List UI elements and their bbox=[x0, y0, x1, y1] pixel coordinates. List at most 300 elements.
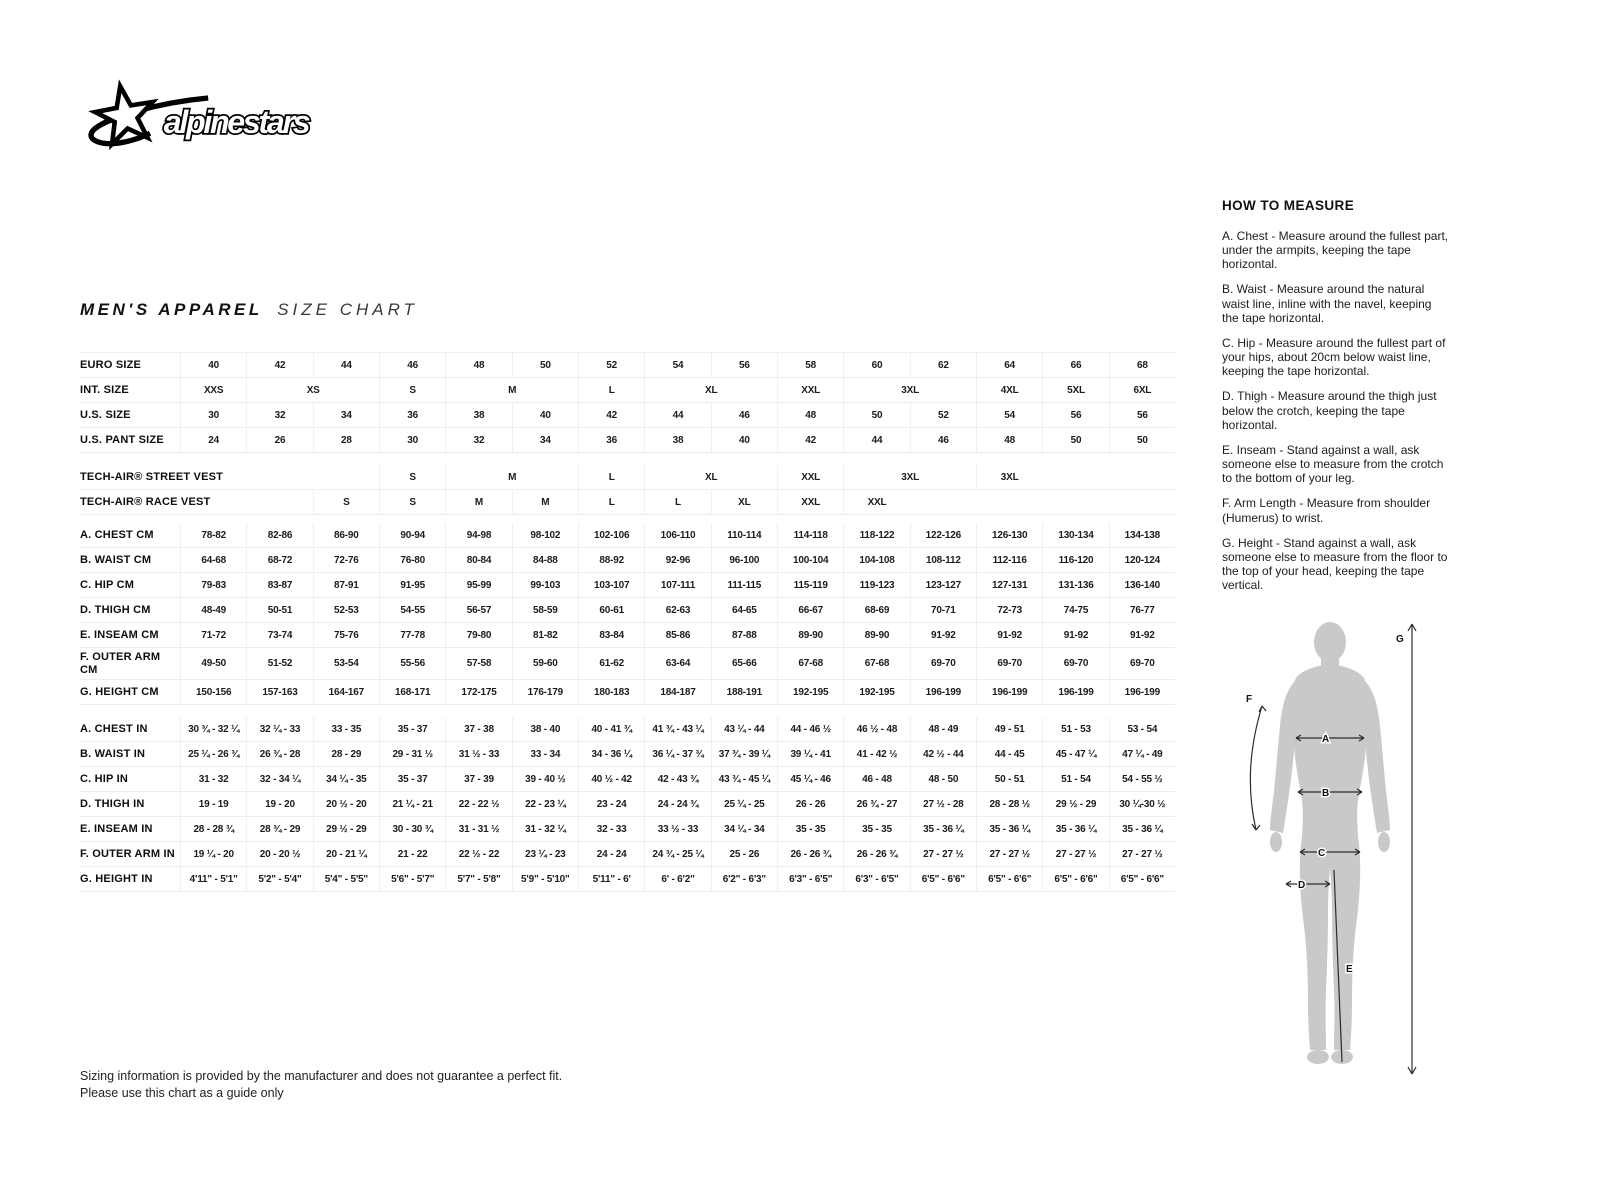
size-cell: 46 bbox=[711, 403, 777, 427]
size-cell: 34 bbox=[313, 403, 379, 427]
size-cell: 71-72 bbox=[180, 623, 246, 647]
size-cell: 119-123 bbox=[843, 573, 909, 597]
size-cell: XS bbox=[246, 378, 379, 402]
size-cell: 40 ½ - 42 bbox=[578, 767, 644, 791]
table-spacer bbox=[80, 515, 1175, 523]
size-cell: 27 - 27 ½ bbox=[1109, 842, 1175, 866]
size-cell: 19 ¼ - 20 bbox=[180, 842, 246, 866]
size-cell: 192-195 bbox=[843, 680, 909, 704]
size-cell: 50 bbox=[1109, 428, 1175, 452]
size-cell: 53-54 bbox=[313, 648, 379, 679]
size-cell: 42 - 43 ¾ bbox=[644, 767, 710, 791]
table-row bbox=[80, 403, 1175, 428]
table-row bbox=[80, 867, 1175, 892]
size-cell: 23 ¼ - 23 bbox=[512, 842, 578, 866]
table-row bbox=[80, 717, 1175, 742]
row-label: A. CHEST IN bbox=[80, 722, 148, 735]
size-cell: 127-131 bbox=[976, 573, 1042, 597]
size-cell: 57-58 bbox=[445, 648, 511, 679]
arm-length-line bbox=[1250, 706, 1266, 830]
row-label: INT. SIZE bbox=[80, 383, 129, 396]
size-cell: 37 - 38 bbox=[445, 717, 511, 741]
figure-label-d: D bbox=[1298, 880, 1306, 891]
size-cell: 168-171 bbox=[379, 680, 445, 704]
disclaimer-line-1: Sizing information is provided by the manufacturer and does not guarantee a perfect fit. bbox=[80, 1069, 563, 1083]
size-cell: 34 - 36 ¼ bbox=[578, 742, 644, 766]
table-row bbox=[80, 767, 1175, 792]
measure-instruction-waist: B. Waist - Measure around the natural waist line, inline with the navel, keeping the tape horizontal. bbox=[1222, 282, 1432, 325]
size-cell: 40 - 41 ¾ bbox=[578, 717, 644, 741]
size-cell: M bbox=[445, 465, 578, 489]
size-cell: 34 ¼ - 34 bbox=[711, 817, 777, 841]
size-cell: 35 - 37 bbox=[379, 767, 445, 791]
size-cell: XL bbox=[644, 378, 777, 402]
size-cell: 29 ½ - 29 bbox=[313, 817, 379, 841]
size-cell: 62 bbox=[910, 353, 976, 377]
figure-label-g: G bbox=[1396, 634, 1404, 645]
row-label: TECH-AIR® RACE VEST bbox=[80, 495, 211, 508]
size-cell: 49 - 51 bbox=[976, 717, 1042, 741]
row-label: D. THIGH IN bbox=[80, 797, 145, 810]
size-cell: 134-138 bbox=[1109, 523, 1175, 547]
page-title bbox=[80, 300, 418, 320]
size-cell: 56-57 bbox=[445, 598, 511, 622]
size-cell: 22 ½ - 22 bbox=[445, 842, 511, 866]
size-cell: 82-86 bbox=[246, 523, 312, 547]
logo-star-icon bbox=[95, 86, 152, 144]
size-cell: 5XL bbox=[1042, 378, 1108, 402]
size-cell: 69-70 bbox=[1109, 648, 1175, 679]
size-cell: 58 bbox=[777, 353, 843, 377]
size-cell: 6'5" - 6'6" bbox=[976, 867, 1042, 891]
size-cell: 83-84 bbox=[578, 623, 644, 647]
table-row bbox=[80, 523, 1175, 548]
size-cell: 54-55 bbox=[379, 598, 445, 622]
size-cell: 38 bbox=[445, 403, 511, 427]
size-cell: 91-92 bbox=[976, 623, 1042, 647]
size-cell: 196-199 bbox=[910, 680, 976, 704]
size-cell: 21 ¼ - 21 bbox=[379, 792, 445, 816]
figure-label-e: E bbox=[1346, 964, 1353, 975]
size-cell: 28 - 28 ¾ bbox=[180, 817, 246, 841]
size-cell: 79-83 bbox=[180, 573, 246, 597]
size-cell: 23 - 24 bbox=[578, 792, 644, 816]
size-cell: 43 ¾ - 45 ¼ bbox=[711, 767, 777, 791]
size-cell: 28 - 29 bbox=[313, 742, 379, 766]
size-cell: 41 ¾ - 43 ¼ bbox=[644, 717, 710, 741]
size-cell: 56 bbox=[1042, 403, 1108, 427]
size-cell: 60 bbox=[843, 353, 909, 377]
size-cell: 110-114 bbox=[711, 523, 777, 547]
size-cell: 32 - 33 bbox=[578, 817, 644, 841]
size-cell: 52-53 bbox=[313, 598, 379, 622]
size-cell: XXL bbox=[777, 465, 843, 489]
size-cell: L bbox=[578, 378, 644, 402]
size-cell: S bbox=[379, 490, 445, 514]
size-cell bbox=[1042, 465, 1175, 489]
size-cell: 59-60 bbox=[512, 648, 578, 679]
brand-logo bbox=[78, 70, 346, 162]
size-cell: 26 ¾ - 27 bbox=[843, 792, 909, 816]
size-cell: 48 bbox=[976, 428, 1042, 452]
size-cell: 95-99 bbox=[445, 573, 511, 597]
size-cell: 20 - 20 ½ bbox=[246, 842, 312, 866]
size-cell: 91-92 bbox=[1042, 623, 1108, 647]
row-label: E. INSEAM CM bbox=[80, 628, 159, 641]
size-cell: 5'11" - 6' bbox=[578, 867, 644, 891]
size-cell: 36 bbox=[379, 403, 445, 427]
size-cell: 164-167 bbox=[313, 680, 379, 704]
size-cell: 44 bbox=[843, 428, 909, 452]
size-cell: 6'5" - 6'6" bbox=[1042, 867, 1108, 891]
size-cell: 69-70 bbox=[910, 648, 976, 679]
size-cell: 5'2" - 5'4" bbox=[246, 867, 312, 891]
size-cell: 26 ¾ - 28 bbox=[246, 742, 312, 766]
figure-label-c: C bbox=[1318, 848, 1326, 859]
size-cell: 112-116 bbox=[976, 548, 1042, 572]
size-cell: 87-91 bbox=[313, 573, 379, 597]
size-cell: 79-80 bbox=[445, 623, 511, 647]
title-main: MEN'S APPAREL bbox=[80, 300, 263, 319]
size-cell: 50 bbox=[512, 353, 578, 377]
size-cell: 108-112 bbox=[910, 548, 976, 572]
size-cell: XL bbox=[644, 465, 777, 489]
title-sub: SIZE CHART bbox=[277, 300, 418, 319]
size-cell: 36 ¼ - 37 ¾ bbox=[644, 742, 710, 766]
size-cell: 46 ½ - 48 bbox=[843, 717, 909, 741]
size-cell: 72-73 bbox=[976, 598, 1042, 622]
table-row bbox=[80, 817, 1175, 842]
row-label: B. WAIST IN bbox=[80, 747, 146, 760]
size-cell: XXL bbox=[777, 490, 843, 514]
size-cell: 34 ¼ - 35 bbox=[313, 767, 379, 791]
row-label: TECH-AIR® STREET VEST bbox=[80, 470, 224, 483]
size-cell: M bbox=[445, 378, 578, 402]
row-label: U.S. PANT SIZE bbox=[80, 433, 164, 446]
body-figure bbox=[1238, 616, 1453, 1089]
size-cell: 91-92 bbox=[910, 623, 976, 647]
size-cell: 24 - 24 ¾ bbox=[644, 792, 710, 816]
size-cell: 40 bbox=[512, 403, 578, 427]
size-cell: 87-88 bbox=[711, 623, 777, 647]
size-cell: 35 - 36 ¼ bbox=[976, 817, 1042, 841]
size-cell: 42 ½ - 44 bbox=[910, 742, 976, 766]
size-cell: 54 bbox=[644, 353, 710, 377]
size-cell: 89-90 bbox=[777, 623, 843, 647]
table-row bbox=[80, 680, 1175, 705]
size-cell: 60-61 bbox=[578, 598, 644, 622]
size-cell: 64-65 bbox=[711, 598, 777, 622]
measure-instruction-inseam: E. Inseam - Stand against a wall, ask someone else to measure from the crotch to the bottom of your leg. bbox=[1222, 442, 1444, 486]
size-cell: 6XL bbox=[1109, 378, 1175, 402]
size-cell: 88-92 bbox=[578, 548, 644, 572]
size-cell: 184-187 bbox=[644, 680, 710, 704]
size-cell: 19 - 20 bbox=[246, 792, 312, 816]
size-cell: 102-106 bbox=[578, 523, 644, 547]
size-cell: 41 - 42 ½ bbox=[843, 742, 909, 766]
size-cell: 27 - 27 ½ bbox=[976, 842, 1042, 866]
size-cell: 35 - 35 bbox=[777, 817, 843, 841]
size-cell: 31 - 31 ½ bbox=[445, 817, 511, 841]
size-cell: 99-103 bbox=[512, 573, 578, 597]
size-cell: 150-156 bbox=[180, 680, 246, 704]
size-cell: 64 bbox=[976, 353, 1042, 377]
size-cell: 35 - 36 ¼ bbox=[1109, 817, 1175, 841]
size-cell: 27 - 27 ½ bbox=[1042, 842, 1108, 866]
size-cell: 21 - 22 bbox=[379, 842, 445, 866]
size-cell: 30 bbox=[180, 403, 246, 427]
size-cell: 6'5" - 6'6" bbox=[910, 867, 976, 891]
size-cell bbox=[910, 490, 1175, 514]
size-cell: 56 bbox=[1109, 403, 1175, 427]
row-label: D. THIGH CM bbox=[80, 603, 151, 616]
row-label: B. WAIST CM bbox=[80, 553, 152, 566]
size-cell: 107-111 bbox=[644, 573, 710, 597]
size-cell: 6' - 6'2" bbox=[644, 867, 710, 891]
measure-instruction-hip: C. Hip - Measure around the fullest part of your hips, about 20cm below waist line, keeping the tape horizontal. bbox=[1222, 335, 1446, 379]
size-cell: 131-136 bbox=[1042, 573, 1108, 597]
size-cell: 45 ¼ - 46 bbox=[777, 767, 843, 791]
size-cell: 80-84 bbox=[445, 548, 511, 572]
size-cell: 91-95 bbox=[379, 573, 445, 597]
size-cell: 35 - 37 bbox=[379, 717, 445, 741]
size-cell: 75-76 bbox=[313, 623, 379, 647]
size-cell: 52 bbox=[910, 403, 976, 427]
size-cell: 32 - 34 ¼ bbox=[246, 767, 312, 791]
size-cell: 196-199 bbox=[1109, 680, 1175, 704]
size-cell: 44 bbox=[644, 403, 710, 427]
size-cell: 130-134 bbox=[1042, 523, 1108, 547]
row-label: E. INSEAM IN bbox=[80, 822, 153, 835]
size-cell: 36 bbox=[578, 428, 644, 452]
row-label: F. OUTER ARM IN bbox=[80, 847, 175, 860]
size-cell: 24 - 24 bbox=[578, 842, 644, 866]
size-cell: 66 bbox=[1042, 353, 1108, 377]
size-cell: 39 - 40 ½ bbox=[512, 767, 578, 791]
size-cell: 81-82 bbox=[512, 623, 578, 647]
size-cell: 56 bbox=[711, 353, 777, 377]
size-cell: XL bbox=[711, 490, 777, 514]
size-cell: 84-88 bbox=[512, 548, 578, 572]
size-cell: 50 bbox=[1042, 428, 1108, 452]
size-cell: 51-52 bbox=[246, 648, 312, 679]
size-cell: 53 - 54 bbox=[1109, 717, 1175, 741]
size-cell: S bbox=[379, 465, 445, 489]
size-cell: 46 - 48 bbox=[843, 767, 909, 791]
size-cell: 25 ¼ - 26 ¾ bbox=[180, 742, 246, 766]
size-cell: 51 - 54 bbox=[1042, 767, 1108, 791]
table-row bbox=[80, 842, 1175, 867]
size-cell: 63-64 bbox=[644, 648, 710, 679]
size-cell: 42 bbox=[246, 353, 312, 377]
size-cell: 61-62 bbox=[578, 648, 644, 679]
size-cell: 62-63 bbox=[644, 598, 710, 622]
size-cell: 24 ¾ - 25 ¼ bbox=[644, 842, 710, 866]
size-cell: 6'5" - 6'6" bbox=[1109, 867, 1175, 891]
size-cell: 89-90 bbox=[843, 623, 909, 647]
size-cell: 48 bbox=[777, 403, 843, 427]
table-row bbox=[80, 465, 1175, 490]
size-cell: 70-71 bbox=[910, 598, 976, 622]
size-cell: 5'7" - 5'8" bbox=[445, 867, 511, 891]
size-cell: 98-102 bbox=[512, 523, 578, 547]
measure-instruction-thigh: D. Thigh - Measure around the thigh just below the crotch, keeping the tape horizontal. bbox=[1222, 389, 1437, 432]
size-cell: 116-120 bbox=[1042, 548, 1108, 572]
size-cell: 32 bbox=[246, 403, 312, 427]
size-cell: 24 bbox=[180, 428, 246, 452]
size-cell: 72-76 bbox=[313, 548, 379, 572]
size-cell: 157-163 bbox=[246, 680, 312, 704]
table-row bbox=[80, 742, 1175, 767]
size-cell: S bbox=[313, 490, 379, 514]
size-cell: 5'4" - 5'5" bbox=[313, 867, 379, 891]
size-cell: 46 bbox=[910, 428, 976, 452]
size-cell: 26 bbox=[246, 428, 312, 452]
size-cell: 22 - 23 ¼ bbox=[512, 792, 578, 816]
size-cell: 100-104 bbox=[777, 548, 843, 572]
size-cell: 29 - 31 ½ bbox=[379, 742, 445, 766]
size-cell: 42 bbox=[777, 428, 843, 452]
size-cell: 49-50 bbox=[180, 648, 246, 679]
table-row bbox=[80, 428, 1175, 453]
size-cell: 48-49 bbox=[180, 598, 246, 622]
size-cell: 20 ½ - 20 bbox=[313, 792, 379, 816]
table-spacer bbox=[80, 453, 1175, 465]
figure-label-f: F bbox=[1246, 694, 1253, 705]
size-cell: 188-191 bbox=[711, 680, 777, 704]
size-cell: 3XL bbox=[843, 378, 976, 402]
size-cell: 26 - 26 ¾ bbox=[843, 842, 909, 866]
size-cell: 37 ¾ - 39 ¼ bbox=[711, 742, 777, 766]
figure-label-a: A bbox=[1322, 734, 1330, 745]
size-cell: 86-90 bbox=[313, 523, 379, 547]
size-cell: 55-56 bbox=[379, 648, 445, 679]
size-cell: 35 - 36 ¼ bbox=[1042, 817, 1108, 841]
size-cell: XXL bbox=[777, 378, 843, 402]
size-cell: 20 - 21 ¼ bbox=[313, 842, 379, 866]
size-cell: 33 ½ - 33 bbox=[644, 817, 710, 841]
size-cell: 32 bbox=[445, 428, 511, 452]
size-cell: 19 - 19 bbox=[180, 792, 246, 816]
table-row bbox=[80, 352, 1175, 378]
disclaimer-line-2: Please use this chart as a guide only bbox=[80, 1085, 284, 1100]
measure-instruction-chest: A. Chest - Measure around the fullest part, under the armpits, keeping the tape horizontal. bbox=[1222, 229, 1449, 272]
size-cell: 196-199 bbox=[1042, 680, 1108, 704]
size-cell: 33 - 34 bbox=[512, 742, 578, 766]
size-cell: 74-75 bbox=[1042, 598, 1108, 622]
size-cell: L bbox=[578, 490, 644, 514]
size-cell: S bbox=[379, 378, 445, 402]
size-table bbox=[80, 352, 1175, 892]
table-row bbox=[80, 648, 1175, 680]
measure-heading: HOW TO MEASURE bbox=[1222, 198, 1355, 213]
size-cell: 31 - 32 ¼ bbox=[512, 817, 578, 841]
size-cell: 40 bbox=[711, 428, 777, 452]
size-cell: 69-70 bbox=[1042, 648, 1108, 679]
size-cell: 30 bbox=[379, 428, 445, 452]
size-cell: 136-140 bbox=[1109, 573, 1175, 597]
table-row bbox=[80, 378, 1175, 403]
row-label: C. HIP IN bbox=[80, 772, 129, 785]
figure-label-b: B bbox=[1322, 788, 1330, 799]
alpinestars-logo-icon bbox=[78, 70, 346, 162]
row-label: C. HIP CM bbox=[80, 578, 135, 591]
size-cell: 35 - 35 bbox=[843, 817, 909, 841]
size-cell: 28 - 28 ½ bbox=[976, 792, 1042, 816]
size-cell: M bbox=[445, 490, 511, 514]
size-cell: 4'11" - 5'1" bbox=[180, 867, 246, 891]
size-cell: 40 bbox=[180, 353, 246, 377]
size-cell: 192-195 bbox=[777, 680, 843, 704]
size-cell: 104-108 bbox=[843, 548, 909, 572]
size-cell: 68-69 bbox=[843, 598, 909, 622]
size-cell: 50-51 bbox=[246, 598, 312, 622]
row-label: G. HEIGHT CM bbox=[80, 685, 159, 698]
size-cell: 92-96 bbox=[644, 548, 710, 572]
size-cell: 106-110 bbox=[644, 523, 710, 547]
size-cell: 45 - 47 ¼ bbox=[1042, 742, 1108, 766]
size-cell: 31 ½ - 33 bbox=[445, 742, 511, 766]
size-cell: 35 - 36 ¼ bbox=[910, 817, 976, 841]
size-cell: 39 ¼ - 41 bbox=[777, 742, 843, 766]
size-cell: 115-119 bbox=[777, 573, 843, 597]
size-cell: 126-130 bbox=[976, 523, 1042, 547]
size-cell: 28 ¾ - 29 bbox=[246, 817, 312, 841]
size-cell: 33 - 35 bbox=[313, 717, 379, 741]
size-cell: 52 bbox=[578, 353, 644, 377]
size-cell: 47 ¼ - 49 bbox=[1109, 742, 1175, 766]
size-cell: XXL bbox=[843, 490, 909, 514]
size-cell: 114-118 bbox=[777, 523, 843, 547]
size-cell bbox=[180, 490, 313, 514]
size-cell: 5'9" - 5'10" bbox=[512, 867, 578, 891]
size-cell: 32 ¼ - 33 bbox=[246, 717, 312, 741]
size-cell: 50 bbox=[843, 403, 909, 427]
row-label: EURO SIZE bbox=[80, 358, 142, 371]
size-cell: 6'3" - 6'5" bbox=[843, 867, 909, 891]
size-cell: 28 bbox=[313, 428, 379, 452]
size-cell: 30 - 30 ¾ bbox=[379, 817, 445, 841]
measure-instruction-height: G. Height - Stand against a wall, ask someone else to measure from the floor to the top of your head, keeping the tape vertical. bbox=[1222, 535, 1448, 593]
table-spacer bbox=[80, 705, 1175, 717]
size-cell: 123-127 bbox=[910, 573, 976, 597]
size-cell: 122-126 bbox=[910, 523, 976, 547]
size-cell: 46 bbox=[379, 353, 445, 377]
size-cell: 50 - 51 bbox=[976, 767, 1042, 791]
size-cell: 54 - 55 ½ bbox=[1109, 767, 1175, 791]
size-cell: 30 ¾ - 32 ¼ bbox=[180, 717, 246, 741]
body-figure-icon bbox=[1238, 616, 1453, 1084]
size-cell: 83-87 bbox=[246, 573, 312, 597]
size-cell: 38 bbox=[644, 428, 710, 452]
size-cell: 85-86 bbox=[644, 623, 710, 647]
size-cell: 25 ¼ - 25 bbox=[711, 792, 777, 816]
human-silhouette bbox=[1270, 622, 1390, 1064]
size-cell: 4XL bbox=[976, 378, 1042, 402]
size-cell: 176-179 bbox=[512, 680, 578, 704]
size-cell: 67-68 bbox=[777, 648, 843, 679]
size-cell: M bbox=[512, 490, 578, 514]
size-cell: 180-183 bbox=[578, 680, 644, 704]
size-cell: 44 bbox=[313, 353, 379, 377]
size-cell: 31 - 32 bbox=[180, 767, 246, 791]
size-cell: 94-98 bbox=[445, 523, 511, 547]
row-label: F. OUTER ARM CM bbox=[80, 651, 161, 676]
size-cell: 48 - 49 bbox=[910, 717, 976, 741]
size-cell: 3XL bbox=[843, 465, 976, 489]
size-cell: 54 bbox=[976, 403, 1042, 427]
height-line bbox=[1408, 624, 1416, 1074]
